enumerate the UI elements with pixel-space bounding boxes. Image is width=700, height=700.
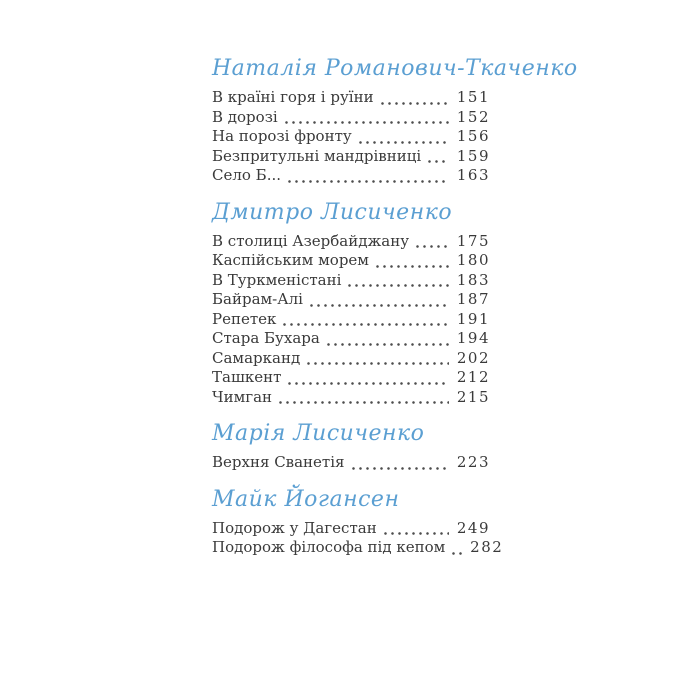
dot-leader-icon (350, 453, 450, 473)
dot-leader-icon (286, 166, 449, 186)
dot-leader-icon (283, 108, 449, 128)
dot-leader-icon (346, 271, 449, 291)
toc-entry-row[interactable] (212, 147, 490, 167)
entry-title: Село Б... (212, 166, 282, 184)
entry-title: Безпритульні мандрівниці (212, 146, 422, 165)
entry-page-number: 151 (456, 88, 490, 106)
dot-leader-icon (305, 349, 449, 369)
entry-list (212, 88, 490, 186)
dot-leader-icon (281, 310, 449, 330)
toc-entry-row[interactable] (212, 271, 490, 291)
toc-section (212, 54, 578, 186)
toc-entry-row[interactable] (212, 368, 490, 388)
entry-title: Верхня Сванетія (212, 453, 345, 471)
entry-page-number: 194 (456, 329, 490, 347)
author-heading: Дмитро Лисиченко (212, 199, 453, 225)
toc-entry-row[interactable] (212, 290, 490, 310)
entry-title: В столиці Азербайджану (212, 231, 410, 250)
dot-leader-icon (426, 147, 449, 167)
toc-entry-row[interactable] (212, 88, 490, 108)
entry-page-number: 212 (456, 368, 490, 386)
toc-entry-row[interactable] (212, 453, 490, 473)
entry-page-number: 282 (470, 538, 504, 556)
entry-title: Чимган (212, 387, 273, 406)
toc-entry-row[interactable] (212, 232, 490, 252)
entry-page-number: 159 (456, 146, 490, 165)
entry-page-number: 183 (456, 270, 490, 289)
entry-title: Подорож філософа під кепом (212, 538, 446, 556)
dot-leader-icon (414, 232, 449, 252)
entry-title: Самарканд (212, 348, 301, 367)
entry-title: В дорозі (212, 107, 278, 126)
entry-page-number: 163 (456, 166, 490, 184)
entry-title: Каспійським морем (212, 251, 369, 269)
entry-page-number: 180 (456, 251, 490, 269)
toc-entry-row[interactable] (212, 310, 490, 330)
entry-page-number: 175 (456, 231, 490, 250)
toc-entry-row[interactable] (212, 538, 504, 558)
toc-entry-row[interactable] (212, 108, 490, 128)
entry-page-number: 215 (456, 387, 490, 406)
toc-entry-row[interactable] (212, 127, 490, 147)
dot-leader-icon (450, 538, 462, 558)
toc-entry-row[interactable] (212, 349, 490, 369)
dot-leader-icon (379, 88, 449, 108)
entry-page-number: 191 (456, 309, 490, 328)
toc-section (212, 485, 504, 558)
entry-page-number: 249 (456, 518, 490, 537)
dot-leader-icon (277, 388, 449, 408)
entry-title: В Туркменістані (212, 270, 342, 289)
entry-title: Стара Бухара (212, 329, 320, 347)
entry-page-number: 202 (456, 348, 490, 367)
entry-title: В країні горя і руїни (212, 88, 374, 106)
dot-leader-icon (325, 329, 449, 349)
entry-list (212, 453, 490, 473)
toc-entry-row[interactable] (212, 388, 490, 408)
entry-list (212, 518, 504, 558)
toc-section (212, 198, 490, 408)
entry-title: Подорож у Дагестан (212, 518, 377, 537)
entry-page-number: 187 (456, 290, 490, 308)
entry-title: Ташкент (212, 368, 282, 386)
dot-leader-icon (357, 127, 449, 147)
entry-title: Репетек (212, 309, 277, 328)
author-heading: Майк Йогансен (212, 486, 400, 512)
entry-title: Байрам-Алі (212, 290, 303, 308)
toc-entry-row[interactable] (212, 519, 490, 539)
author-heading: Наталія Романович-Ткаченко (212, 56, 578, 81)
toc-entry-row[interactable] (212, 251, 490, 271)
table-of-contents (212, 54, 578, 558)
entry-page-number: 223 (456, 453, 490, 471)
entry-list (212, 232, 490, 408)
dot-leader-icon (382, 519, 449, 539)
entry-page-number: 152 (456, 107, 490, 126)
dot-leader-icon (374, 251, 449, 271)
entry-title: На порозі фронту (212, 127, 352, 145)
toc-entry-row[interactable] (212, 329, 490, 349)
dot-leader-icon (286, 368, 449, 388)
toc-section (212, 419, 490, 473)
author-heading: Марія Лисиченко (212, 421, 425, 446)
entry-page-number: 156 (456, 127, 490, 145)
toc-entry-row[interactable] (212, 166, 490, 186)
dot-leader-icon (308, 290, 449, 310)
